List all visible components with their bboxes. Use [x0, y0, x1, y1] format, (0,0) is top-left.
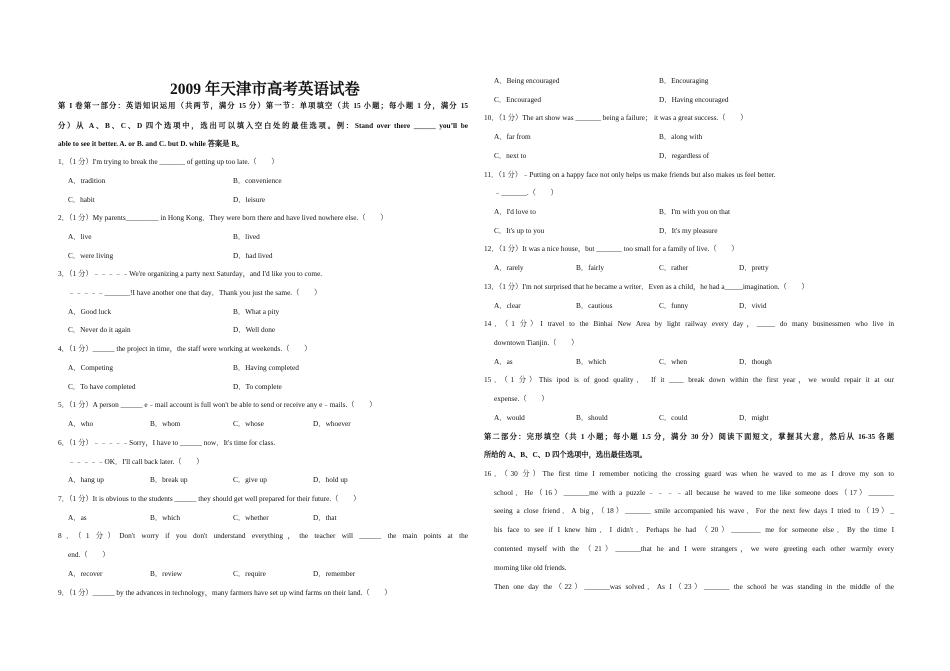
passage-line: contented myself with the （21）_______that he and I were strangers，we were greeting each other warmly every — [494, 544, 894, 553]
option-b: B．Having completed — [233, 363, 299, 372]
question-stem: 10．（1 分）The art show was _______ being a failure； it was a great success.（ ） — [484, 113, 748, 122]
question-stem: 7．（1 分）It is obvious to the students ______ they should get well prepared for their future.（ ） — [58, 494, 361, 503]
option-a: A．as — [68, 513, 87, 522]
option-c: C．habit — [68, 195, 95, 204]
option-b: B．should — [576, 413, 608, 422]
option-a: A．I'd love to — [494, 207, 536, 216]
option-d: D．To complete — [233, 382, 282, 391]
question-stem: 4．（1 分）______ the project in time，the staff were working at weekends.（ ） — [58, 344, 312, 353]
option-d: D．Well done — [233, 325, 276, 334]
option-c: C．when — [659, 357, 687, 366]
question-stem: 1．（1 分）I'm trying to break the _______ of getting up too late.（ ） — [58, 157, 279, 166]
question-stem: 8．（1 分）Don't worry if you don't understand everything，the teacher will ______ the main points at the — [58, 531, 468, 540]
option-b: B．I'm with you on that — [659, 207, 731, 216]
option-d: D．vivid — [739, 301, 767, 310]
passage-line: seeing a close friend．A big，（18）_______ smile accompanied his wave．For the next few days I tried to（19）_ — [494, 506, 894, 515]
question-stem: ﹣﹣﹣﹣﹣_______!I have another one that day．Thank you just the same.（ ） — [68, 288, 322, 297]
option-c: C．were living — [68, 251, 114, 260]
option-b: B．What a pity — [233, 307, 280, 316]
question-stem: end.（ ） — [68, 550, 110, 559]
option-a: A．rarely — [494, 263, 524, 272]
option-d: D．might — [739, 413, 769, 422]
passage-line: his face to see if I knew him．I didn't．Perhaps he had （20）________ me for someone else．By the time I — [494, 525, 894, 534]
option-d: D．regardless of — [659, 151, 710, 160]
option-b: B．which — [576, 357, 606, 366]
option-c: C．next to — [494, 151, 527, 160]
option-b: B．review — [150, 569, 183, 578]
question-stem: expense.（ ） — [494, 394, 549, 403]
option-d: D．that — [313, 513, 337, 522]
option-b: B．Encouraging — [659, 76, 709, 85]
option-c: C．require — [233, 569, 266, 578]
passage-line: Then one day the（22）_______was solved．As I（23）_______ the school he was standing in the middle of the — [494, 582, 894, 591]
section1-header-line: 分）从 A、B、C、D 四个选项中，选出可以填入空白处的最佳选项。例：Stand over there ______ you’ll be — [58, 121, 468, 130]
question-stem: 6．（1 分）﹣﹣﹣﹣﹣Sorry，I have to ______ now．It's time for class. — [58, 438, 276, 447]
option-c: C．funny — [659, 301, 689, 310]
option-a: A．live — [68, 232, 92, 241]
option-a: A．clear — [494, 301, 521, 310]
option-a: A．Being encouraged — [494, 76, 560, 85]
section2-header-line: 第二部分：完形填空（共 1 小题；每小题 1.5 分，满分 30 分）阅读下面短文，掌握其大意，然后从 16-35 各题 — [484, 432, 894, 441]
question-stem: ﹣_______.（ ） — [494, 188, 558, 197]
option-c: C．To have completed — [68, 382, 136, 391]
option-b: B．fairly — [576, 263, 604, 272]
question-stem: 11．（1 分）﹣Putting on a happy face not only helps us make friends but also makes us feel better. — [484, 170, 776, 179]
option-a: A．hang up — [68, 475, 104, 484]
passage-line: morning like old friends. — [494, 563, 567, 572]
page-title: 2009 年天津市高考英语试卷 — [170, 81, 360, 98]
option-a: A．recover — [68, 569, 103, 578]
option-c: C．whose — [233, 419, 264, 428]
section1-header-line: able to see it better. A. or B. and C. but D. while 答案是 B。 — [58, 139, 244, 148]
passage-line: school．He（16）_______me with a puzzle﹣﹣﹣﹣all because he waved to me like someone does（17）_______ — [494, 488, 894, 497]
question-stem: 5．（1 分）A person ______ e﹣mail account is full won't be able to send or receive any e﹣mails.（ ） — [58, 400, 377, 409]
option-d: D．leisure — [233, 195, 266, 204]
option-c: C．rather — [659, 263, 689, 272]
option-d: D．had lived — [233, 251, 273, 260]
option-b: B．lived — [233, 232, 260, 241]
option-c: C．could — [659, 413, 688, 422]
option-a: A．tradition — [68, 176, 106, 185]
option-d: D．though — [739, 357, 772, 366]
question-stem: 9．（1 分）______ by the advances in technology，many farmers have set up wind farms on their land.（ ） — [58, 588, 392, 597]
option-d: D．It's my pleasure — [659, 226, 718, 235]
option-c: C．whether — [233, 513, 269, 522]
option-a: A．who — [68, 419, 94, 428]
option-b: B．cautious — [576, 301, 613, 310]
option-a: A．Competing — [68, 363, 113, 372]
option-c: C．Never do it again — [68, 325, 131, 334]
question-stem: 15．（1 分）This ipod is of good quality． If it ____ break down within the first year，we would repair it at our — [484, 375, 894, 384]
option-b: B．break up — [150, 475, 188, 484]
option-c: C．give up — [233, 475, 267, 484]
passage-line: 16．（30 分）The first time I remember noticing the crossing guard was when he waved to me as I drove my son to — [484, 469, 894, 478]
option-a: A．would — [494, 413, 525, 422]
option-d: D．remember — [313, 569, 356, 578]
question-stem: downtown Tianjin.（ ） — [494, 338, 579, 347]
question-stem: 2．（1 分）My parents_________ in Hong Kong．They were born there and have lived nowhere else.（ ） — [58, 213, 388, 222]
question-stem: 13．（1 分）I'm not surprised that he became a writer．Even as a child，he had a_____imagination.（ ） — [484, 282, 809, 291]
option-c: C．It's up to you — [494, 226, 545, 235]
question-stem: 3．（1 分）﹣﹣﹣﹣﹣We're organizing a party next Saturday，and I'd like you to come. — [58, 269, 323, 278]
option-b: B．whom — [150, 419, 181, 428]
section2-header-line: 所给的 A、B、C、D 四个选项中，选出最佳选项。 — [484, 450, 647, 459]
option-b: B．which — [150, 513, 180, 522]
option-b: B．along with — [659, 132, 703, 141]
option-d: D．Having encouraged — [659, 95, 729, 104]
question-stem: 14．（1 分）I travel to the Binhai New Area by light railway every day，_____ do many businessmen who live in — [484, 319, 894, 328]
option-d: D．whoever — [313, 419, 351, 428]
option-a: A．far from — [494, 132, 531, 141]
option-c: C．Encouraged — [494, 95, 542, 104]
section1-header-line: 第 I 卷第一部分：英语知识运用（共两节，满分 15 分）第一节：单项填空（共 15 小题；每小题 1 分，满分 15 — [58, 101, 468, 110]
option-d: D．hold up — [313, 475, 348, 484]
question-stem: ﹣﹣﹣﹣﹣OK．I'll call back later.（ ） — [68, 457, 204, 466]
option-b: B．convenience — [233, 176, 282, 185]
option-a: A．Good luck — [68, 307, 112, 316]
option-a: A．as — [494, 357, 513, 366]
option-d: D．pretty — [739, 263, 769, 272]
question-stem: 12．（1 分）It was a nice house，but _______ too small for a family of live.（ ） — [484, 244, 739, 253]
